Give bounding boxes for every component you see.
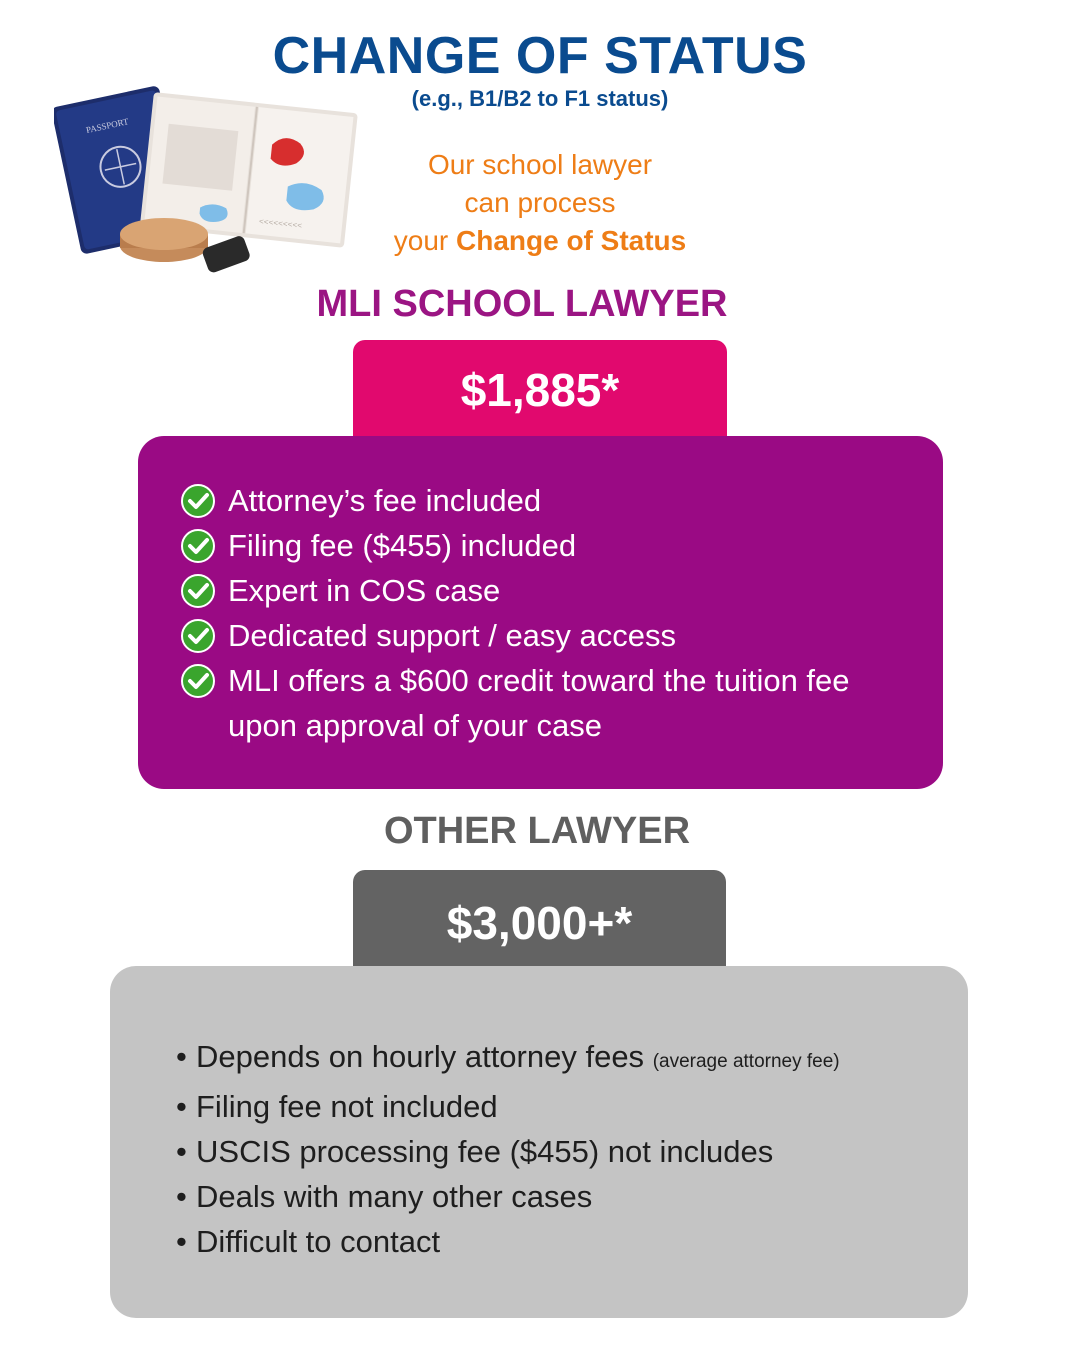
check-icon [180,483,216,519]
other-feature-text: Depends on hourly attorney fees [196,1039,645,1074]
mli-feature-text: MLI offers a $600 credit toward the tuition fee upon approval of your case [228,663,850,743]
promo-line-3 [340,222,740,260]
check-icon [180,618,216,654]
passport-and-stamp-icon [54,74,364,274]
check-icon [180,663,216,699]
other-heading: OTHER LAWYER [383,810,691,852]
mli-feature-text: Dedicated support / easy access [228,618,677,653]
other-feature-text: Difficult to contact [196,1224,441,1259]
promo-line-2: can process [464,187,616,218]
check-icon [180,528,216,564]
promo-line-3-bold: Change of Status [456,225,687,256]
mli-feature-item [180,568,920,613]
mli-feature-item [180,613,920,658]
other-feature-text: Filing fee not included [196,1089,498,1124]
other-feature-text: USCIS processing fee ($455) not includes [196,1134,774,1169]
mli-feature-text: Expert in COS case [228,573,501,608]
promo-line-3-prefix: your [393,225,456,256]
promo-line-1: Our school lawyer [427,149,653,180]
check-icon [180,573,216,609]
other-feature-item [176,1129,956,1174]
other-feature-item [176,1084,956,1129]
svg-text:<<<<<<<<<: <<<<<<<<< [258,217,303,232]
mli-feature-item [180,523,920,568]
mli-feature-text: Attorney’s fee included [228,483,542,518]
mli-price: $1,885* [353,340,727,440]
mli-feature-text: Filing fee ($455) included [228,528,577,563]
page-title: CHANGE OF STATUS [272,27,808,85]
mli-feature-list [180,478,920,748]
other-feature-item [176,1034,956,1084]
other-feature-text: Deals with many other cases [196,1179,593,1214]
mli-feature-item [180,658,920,748]
other-feature-list [176,1034,956,1264]
other-price: $3,000+* [353,870,726,970]
other-feature-item [176,1174,956,1219]
promo-text [340,146,740,260]
other-feature-note: (average attorney fee) [652,1051,840,1072]
mli-feature-item [180,478,920,523]
other-feature-item [176,1219,956,1264]
mli-heading: MLI SCHOOL LAWYER [316,283,728,325]
passport-label: PASSPORT [85,116,130,136]
page-subtitle: (e.g., B1/B2 to F1 status) [411,86,669,111]
